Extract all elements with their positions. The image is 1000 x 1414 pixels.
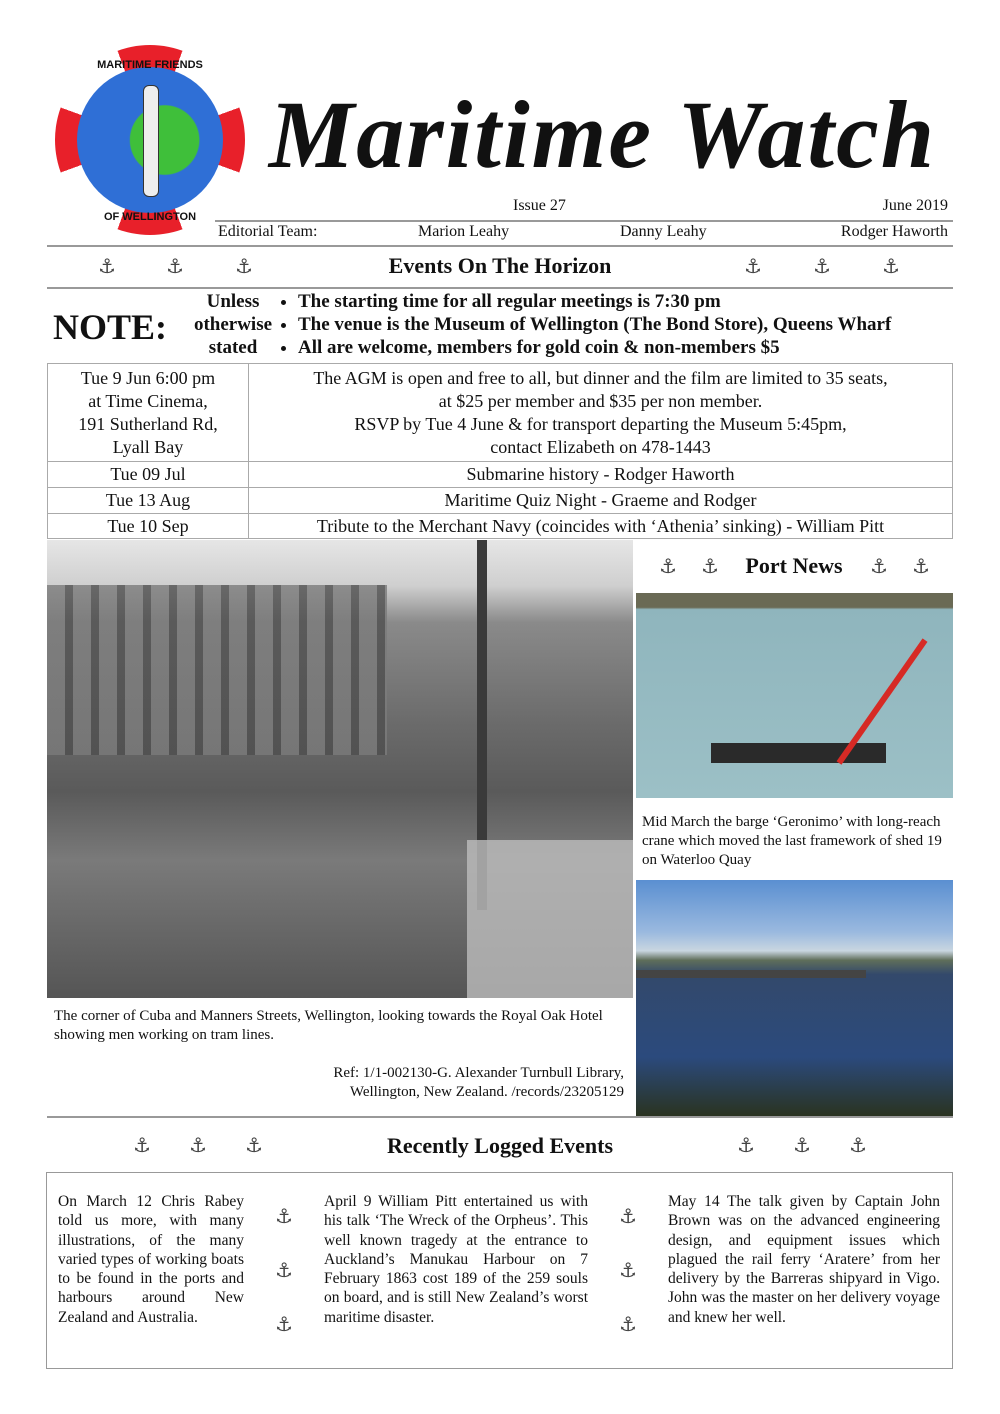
editor-name: Danny Leahy xyxy=(620,223,707,240)
ref-line: Wellington, New Zealand. /records/23205129 xyxy=(349,1084,624,1100)
note-qualifier xyxy=(190,290,276,359)
table-row xyxy=(48,488,953,514)
note-qualifier-line: otherwise xyxy=(193,314,273,335)
event-when xyxy=(48,364,249,462)
anchor-icon: ⚓ xyxy=(275,1258,293,1282)
port-news-heading: Port News xyxy=(745,553,843,578)
when-line: at Time Cinema, xyxy=(88,390,208,411)
logged-heading: Recently Logged Events xyxy=(386,1133,614,1158)
anchor-icon: ⚓ xyxy=(619,1204,637,1228)
port-news-caption: Mid March the barge ‘Geronimo’ with long-reach crane which moved the last framework of shed 19 on Waterloo Quay xyxy=(642,814,942,868)
event-when: Tue 09 Jul xyxy=(48,462,249,488)
event-what: Maritime Quiz Night - Graeme and Rodger xyxy=(249,488,953,514)
logged-event: April 9 William Pitt entertained us with his talk ‘The Wreck of the Orpheus’. This well known tragedy at the entrance to Auckland’s Manukau Harbour on 7 February 1863 cost 189 of the 259 souls on board, and is still New Zealand’s worst maritime disaster. xyxy=(324,1193,588,1326)
event-when: Tue 10 Sep xyxy=(48,514,249,539)
what-line: RSVP by Tue 4 June & for transport departing the Museum 5:45pm, xyxy=(354,413,847,434)
note-points xyxy=(278,290,968,359)
editorial-label: Editorial Team: xyxy=(218,223,318,240)
anchor-icon: ⚓ xyxy=(189,1133,207,1157)
when-line: 191 Sutherland Rd, xyxy=(78,413,218,434)
harbour-wharf-photo xyxy=(636,880,953,1116)
issue-number: Issue 27 xyxy=(513,197,566,214)
anchor-icon: ⚓ xyxy=(619,1312,637,1336)
club-logo xyxy=(55,45,245,235)
event-what: Submarine history - Rodger Haworth xyxy=(249,462,953,488)
editor-name: Rodger Haworth xyxy=(840,223,948,240)
anchor-icon: ⚓ xyxy=(98,254,116,278)
anchor-icon: ⚓ xyxy=(245,1133,263,1157)
anchor-icon: ⚓ xyxy=(166,254,184,278)
anchor-icon: ⚓ xyxy=(744,254,762,278)
anchor-icon: ⚓ xyxy=(912,554,930,578)
anchor-icon: ⚓ xyxy=(275,1204,293,1228)
barge-crane-photo xyxy=(636,593,953,798)
note-qualifier-line: stated xyxy=(208,337,258,358)
table-row xyxy=(48,364,953,462)
what-line: The AGM is open and free to all, but dinner and the film are limited to 35 seats, xyxy=(313,367,888,388)
when-line: Tue 9 Jun 6:00 pm xyxy=(80,367,216,388)
anchor-icon: ⚓ xyxy=(701,554,719,578)
anchor-icon: ⚓ xyxy=(849,1133,867,1157)
note-point: • The venue is the Museum of Wellington (The Bond Store), Queens Wharf xyxy=(298,313,968,336)
table-row xyxy=(48,514,953,539)
historic-street-photo xyxy=(47,540,633,998)
anchor-icon: ⚓ xyxy=(737,1133,755,1157)
anchor-icon: ⚓ xyxy=(275,1312,293,1336)
main-photo-ref xyxy=(54,1064,624,1102)
ref-line: Ref: 1/1-002130-G. Alexander Turnbull Library, xyxy=(333,1065,624,1081)
event-what: Tribute to the Merchant Navy (coincides with ‘Athenia’ sinking) - William Pitt xyxy=(249,514,953,539)
events-heading: Events On The Horizon xyxy=(388,253,612,278)
when-line: Lyall Bay xyxy=(112,436,184,457)
anchor-icon: ⚓ xyxy=(882,254,900,278)
event-when: Tue 13 Aug xyxy=(48,488,249,514)
main-photo-caption: The corner of Cuba and Manners Streets, Wellington, looking towards the Royal Oak Hotel showing men working on tram lines. xyxy=(54,1008,603,1043)
logged-event: On March 12 Chris Rabey told us more, with many illustrations, of the many varied types of working boats to be found in the ports and harbours around New Zealand and Australia. xyxy=(58,1193,244,1326)
what-line: contact Elizabeth on 478-1443 xyxy=(490,436,711,457)
note-qualifier-line: Unless xyxy=(206,291,260,312)
note-point: • The starting time for all regular meetings is 7:30 pm xyxy=(298,290,968,313)
anchor-icon: ⚓ xyxy=(813,254,831,278)
anchor-icon: ⚓ xyxy=(619,1258,637,1282)
editor-name: Marion Leahy xyxy=(418,223,510,240)
logo-bottom-text: OF WELLINGTON xyxy=(103,211,197,223)
what-line: at $25 per member and $35 per non member. xyxy=(438,390,763,411)
logged-event: May 14 The talk given by Captain John Brown was on the advanced engineering design, and equipment issues which plagued the rail ferry ‘Aratere’ from her delivery by the Barreras shipyard in Vigo. John was the master on her delivery voyage and knew her well. xyxy=(668,1193,940,1326)
note-label: NOTE: xyxy=(53,307,168,347)
event-what xyxy=(249,364,953,462)
note-point: • All are welcome, members for gold coin & non-members $5 xyxy=(298,336,968,359)
table-row xyxy=(48,462,953,488)
anchor-icon: ⚓ xyxy=(235,254,253,278)
anchor-icon: ⚓ xyxy=(659,554,677,578)
anchor-icon: ⚓ xyxy=(133,1133,151,1157)
logo-top-text: MARITIME FRIENDS xyxy=(97,59,203,71)
events-table xyxy=(47,363,953,539)
anchor-icon: ⚓ xyxy=(870,554,888,578)
masthead-title: Maritime Watch xyxy=(268,85,937,185)
anchor-icon: ⚓ xyxy=(793,1133,811,1157)
issue-date: June 2019 xyxy=(882,197,948,214)
